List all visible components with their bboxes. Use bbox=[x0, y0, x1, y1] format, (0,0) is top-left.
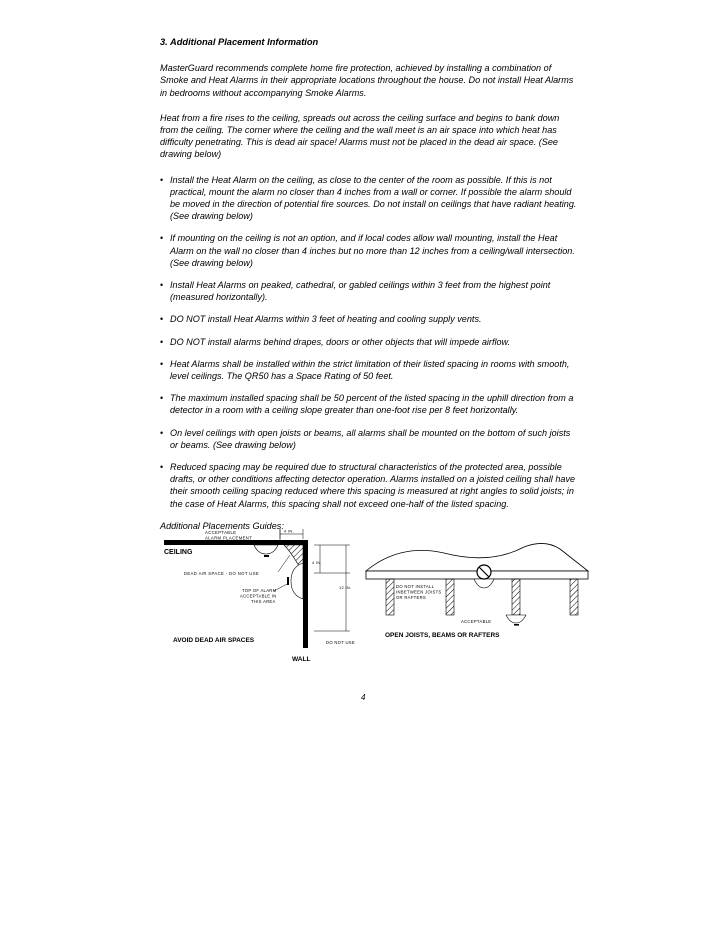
top-of-alarm-label-1: TOP OF ALARM bbox=[242, 588, 277, 593]
dimension-12in: 12 IN. bbox=[339, 585, 352, 590]
top-of-alarm-label-2: ACCEPTABLE IN bbox=[240, 593, 277, 599]
ceiling-label: CEILING bbox=[164, 549, 193, 556]
prohibited-icon bbox=[477, 565, 491, 579]
dead-air-space-diagram bbox=[164, 529, 355, 664]
placement-bullet-list bbox=[160, 174, 578, 510]
open-joists-diagram bbox=[366, 543, 588, 639]
do-not-use-label: DO NOT USE bbox=[326, 640, 355, 645]
bullet-listed-spacing: • Heat Alarms shall be installed within the strict limitation of their listed spacing in rooms with smooth, level ceilings. The QR50 has a Space Rating of 50 feet. bbox=[160, 358, 578, 382]
do-not-install-label-2: INBETWEEN JOISTS bbox=[396, 589, 442, 595]
ceiling-alarm-led-icon bbox=[264, 555, 269, 557]
joist-3 bbox=[512, 579, 520, 615]
bullet-peaked-ceiling: • Install Heat Alarms on peaked, cathedral, or gabled ceilings within 3 feet from the highest point (measured horizontally). bbox=[160, 279, 578, 303]
bullet-reduced-spacing: • Reduced spacing may be required due to structural characteristics of the protected area, possible drafts, or other conditions affecting detector operation. Alarms installed on a joisted ceiling shall have their smooth ceiling spacing reduced where this spacing is measured at right angles to solid joists; in the case of Heat Alarms, this spacing shall not exceed one-half of the listed spacing. bbox=[160, 461, 578, 510]
joist-2 bbox=[446, 579, 454, 615]
ceiling-slab bbox=[164, 540, 308, 545]
acceptable-label-1: ACCEPTABLE bbox=[205, 530, 237, 535]
dimension-4in-side: 4 IN. bbox=[312, 560, 322, 565]
bullet-wall-mount: • If mounting on the ceiling is not an option, and if local codes allow wall mounting, install the Heat Alarm on the wall no closer than 4 inches but no more than 12 inches from a ceiling/wall intersection. (See drawing below) bbox=[160, 232, 578, 269]
section-heading: 3. Additional Placement Information bbox=[160, 37, 319, 47]
ceiling-alarm-icon bbox=[254, 545, 278, 554]
joist-1 bbox=[386, 579, 394, 615]
acceptable-label-2: ALARM PLACEMENT bbox=[205, 535, 253, 541]
do-not-install-label-3: OR RAFTERS bbox=[396, 595, 426, 600]
placement-diagrams bbox=[150, 525, 590, 665]
avoid-dead-air-caption: AVOID DEAD AIR SPACES bbox=[173, 637, 255, 644]
joist-4 bbox=[570, 579, 578, 615]
guides-title: Additional Placements Guides: bbox=[160, 520, 284, 531]
bullet-vents: • DO NOT install Heat Alarms within 3 feet of heating and cooling supply vents. bbox=[160, 313, 578, 325]
page-number: 4 bbox=[361, 693, 366, 702]
between-joist-alarm-icon bbox=[474, 579, 494, 588]
wall-slab bbox=[303, 540, 308, 648]
ceiling-top-surface bbox=[366, 543, 588, 571]
paragraph-dead-air: Heat from a fire rises to the ceiling, spreads out across the ceiling surface and begins to bank down from the ceiling. The corner where the ceiling and the wall meet is an air space into which heat has difficulty penetrating. This is dead air space! Alarms must not be placed in the dead air space. (See drawing below) bbox=[160, 112, 560, 160]
open-joists-caption: OPEN JOISTS, BEAMS OR RAFTERS bbox=[385, 632, 500, 639]
acceptable-alarm-icon bbox=[506, 615, 526, 623]
bullet-sloped-ceiling: • The maximum installed spacing shall be 50 percent of the listed spacing in the uphill direction from a detector in a room with a ceiling slope greater than one-foot rise per 8 feet horizontally. bbox=[160, 392, 578, 416]
wall-alarm-icon bbox=[291, 563, 303, 599]
bullet-ceiling-center: • Install the Heat Alarm on the ceiling, as close to the center of the room as possible. If this is not practical, mount the alarm no closer than 4 inches from a wall or corner. If possible the alarm should be moved in the direction of potential fire sources. Do not install on ceilings that have radiant heating. (See drawing below) bbox=[160, 174, 578, 223]
acceptable-alarm-led-icon bbox=[514, 624, 519, 626]
dimension-4in-top: 4 IN. bbox=[284, 528, 294, 534]
acceptable-label: ACCEPTABLE bbox=[461, 619, 492, 624]
wall-label: WALL bbox=[292, 656, 311, 663]
placement-information-section bbox=[160, 36, 578, 532]
dead-air-label: DEAD AIR SPACE - DO NOT USE bbox=[184, 571, 260, 576]
top-of-alarm-label-3: THIS AREA bbox=[251, 599, 276, 604]
paragraph-recommendation: MasterGuard recommends complete home fire protection, achieved by installing a combination of Smoke and Heat Alarms in their appropriate locations throughout the house. Do not install Heat Alarms in bedrooms without accompanying Smoke Alarms. bbox=[160, 63, 574, 98]
bullet-drapes: • DO NOT install alarms behind drapes, doors or other objects that will impede airflow. bbox=[160, 336, 578, 348]
do-not-install-label-1: DO NOT INSTALL bbox=[396, 584, 435, 589]
bullet-open-joists: • On level ceilings with open joists or beams, all alarms shall be mounted on the bottom of such joists or beams. (See drawing below) bbox=[160, 427, 578, 451]
